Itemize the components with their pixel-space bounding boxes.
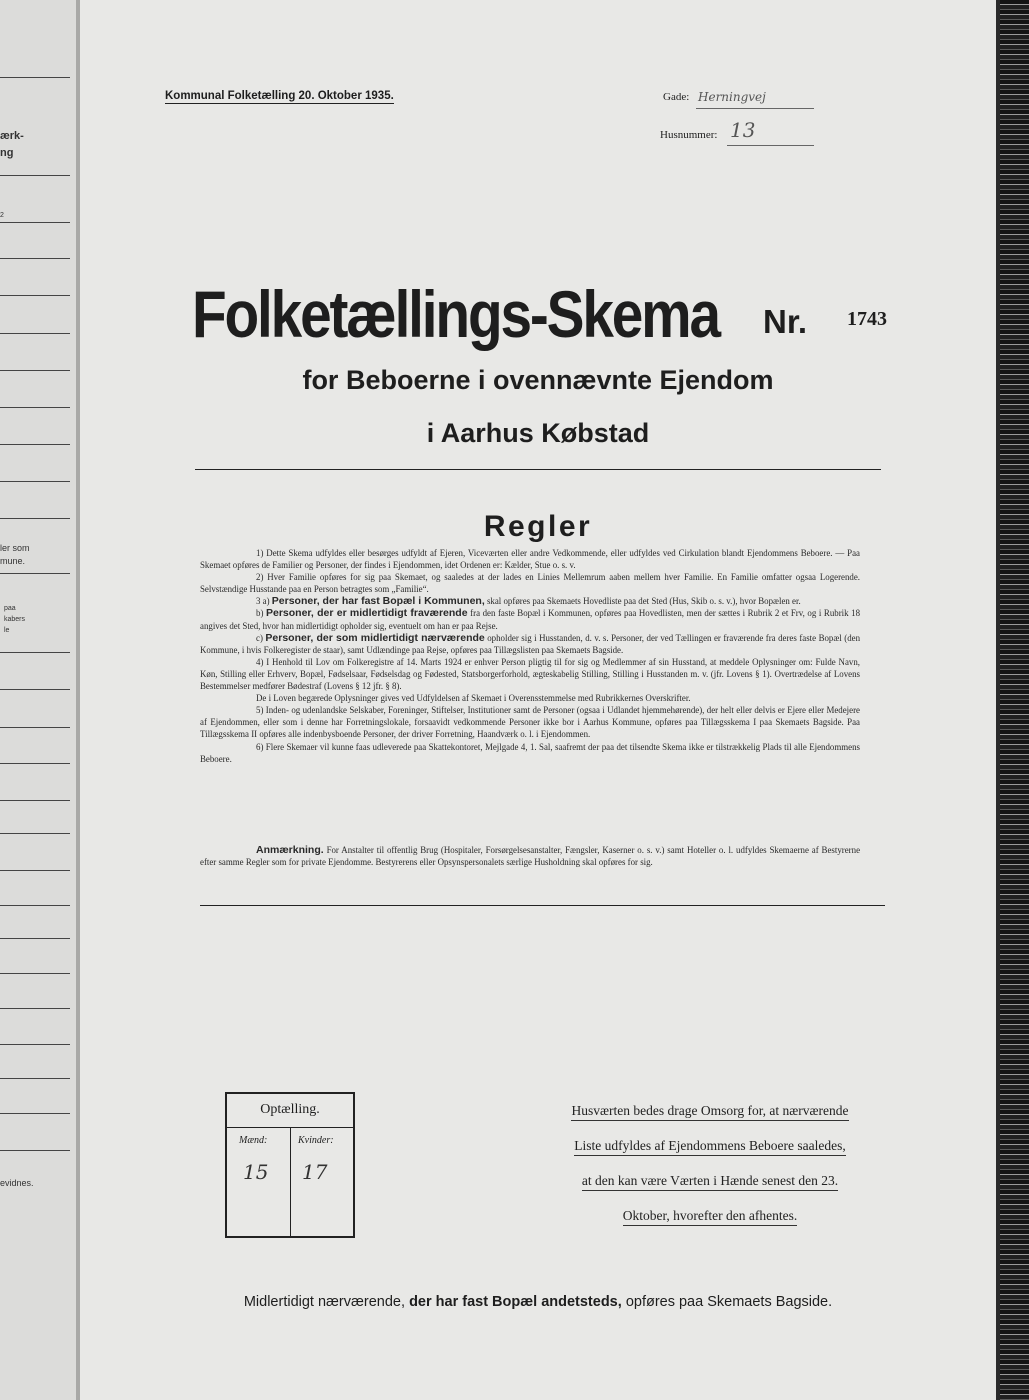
- footer-text-end: opføres paa Skemaets Bagside.: [625, 1294, 833, 1310]
- rule-4b: De i Loven begærede Oplysninger gives ved Udfyldelsen af Skemaet i Overensstemmelse med Rubrikkernes Overskrifter.: [256, 693, 691, 704]
- remark-heading: Anmærkning.: [256, 844, 324, 856]
- rule-4: 4) I Henhold til Lov om Folkeregistre af 14. Marts 1924 er enhver Person pligtig til for sig og Medlemmer af sin Husstand, at meddele Oplysninger om: Fulde Navn, Køn, Stilling eller Erhverv, Bopæl, Fødselsaar, Fødselsdag og Fødested, Statsborgerforhold, ægteskabelig Stilling, Stilling i Husstanden m. v. (jfr. Lovens § 1). Overtrædelse af Lovens Bestemmelser medfører Bødestraf (Lovens § 12 jfr. § 8).: [200, 656, 860, 692]
- rule-3c: [200, 632, 860, 656]
- men-label: Mænd:: [239, 1135, 268, 1146]
- fragment-rule: [0, 295, 70, 296]
- fragment-rule: [0, 573, 70, 574]
- rule-3b-prefix: b): [256, 608, 264, 619]
- rule-3a-prefix: 3 a): [256, 596, 270, 607]
- fragment-rule: [0, 833, 70, 834]
- house-number-underline: [727, 145, 814, 146]
- fragment-rule: [0, 77, 70, 78]
- fragment-rule: [0, 763, 70, 764]
- fragment-rule: [0, 905, 70, 906]
- notice-line: [520, 1198, 900, 1233]
- rule-3a-heading: Personer, der har fast Bopæl i Kommunen,: [271, 595, 485, 608]
- notice-line: [520, 1128, 900, 1163]
- rule-3b-heading: Personer, der er midlertidigt fraværende: [265, 607, 468, 620]
- rule-3a: [200, 595, 860, 607]
- fragment-rule: [0, 333, 70, 334]
- footer-instruction: [80, 1294, 996, 1310]
- rule-3a-text: skal opføres paa Skemaets Hovedliste paa det Sted (Hus, Skib o. s. v.), hvor Bopælen er.: [486, 596, 801, 607]
- women-label: Kvinder:: [298, 1135, 334, 1146]
- rule-2: 2) Hver Familie opføres for sig paa Skemaet, og saaledes at der lades en Linies Mellemrum aaben mellem hver Familie. En Familie omfatter ogsaa Logerende. Selvstændige Husstande paa en Person betragtes som „Familie“.: [200, 572, 860, 595]
- fragment-rule: [0, 1113, 70, 1114]
- rules-text: [200, 547, 860, 765]
- fragment-rule: [0, 800, 70, 801]
- fragment-text: kabers: [4, 616, 26, 623]
- fragment-rule: [0, 1008, 70, 1009]
- count-box-title: Optælling.: [260, 1102, 320, 1117]
- notice-line-3: at den kan være Værten i Hænde senest den 23.: [582, 1173, 838, 1191]
- fragment-text: ng: [0, 147, 14, 159]
- fragment-rule: [0, 518, 70, 519]
- fragment-text: ærk-: [0, 130, 24, 142]
- fragment-rule: [0, 870, 70, 871]
- rule-1: 1) Dette Skema udfyldes eller besørges udfyldt af Ejeren, Viceværten eller andre Vedkommende, eller udfyldes ved Cirkulation blandt Ejendommens Beboere. — Paa Skemaet opføres de Familier og Personer, der findes i Ejendommen, idet Ordenen er: Kælder, Stue o. s. v.: [200, 548, 860, 571]
- fragment-rule: [0, 222, 70, 223]
- fragment-rule: [0, 1044, 70, 1045]
- street-label: Gade:: [663, 91, 690, 103]
- census-title: Kommunal Folketælling 20. Oktober 1935.: [165, 90, 394, 102]
- form-number-label: Nr.: [763, 303, 808, 340]
- street-value: Herningvej: [698, 90, 766, 104]
- form-subtitle-location: i Aarhus Købstad: [426, 418, 650, 448]
- fragment-rule: [0, 689, 70, 690]
- fragment-rule: [0, 175, 70, 176]
- rule-3c-heading: Personer, der som midlertidigt nærværende: [265, 631, 485, 644]
- binding-edge: [996, 0, 1000, 1400]
- men-count: 15: [243, 1160, 269, 1184]
- notice-line-4: Oktober, hvorefter den afhentes.: [623, 1208, 798, 1226]
- footer-emphasis: der har fast Bopæl andetsteds,: [409, 1294, 622, 1310]
- count-box: [225, 1092, 355, 1238]
- form-title: Folketællings-Skema: [192, 277, 719, 351]
- fragment-rule: [0, 973, 70, 974]
- book-binding: [996, 0, 1029, 1400]
- fragment-rule: [0, 652, 70, 653]
- fragment-rule: [0, 938, 70, 939]
- fragment-text: paa: [4, 605, 16, 612]
- landlord-notice: [520, 1093, 900, 1233]
- fragment-rule: [0, 407, 70, 408]
- fragment-rule: [0, 444, 70, 445]
- fragment-text: mune.: [0, 556, 26, 566]
- form-subtitle: for Beboerne i ovennævnte Ejendom: [302, 365, 774, 395]
- rule-3c-prefix: c): [256, 632, 263, 643]
- fragment-text: le: [4, 627, 10, 634]
- fragment-text: evidnes.: [0, 1178, 34, 1188]
- notice-line: [520, 1093, 900, 1128]
- divider: [200, 905, 885, 906]
- form-number: 1743: [847, 308, 887, 330]
- footer-text: Midlertidigt nærværende,: [243, 1294, 406, 1310]
- rules-heading: Regler: [483, 510, 593, 543]
- count-box-divider: [290, 1127, 291, 1236]
- remark: [200, 844, 860, 868]
- fragment-rule: [0, 481, 70, 482]
- fragment-rule: [0, 1078, 70, 1079]
- divider: [195, 469, 881, 470]
- street-underline: [696, 108, 814, 109]
- fragment-rule: [0, 727, 70, 728]
- rule-3b-text: fra den faste Bopæl i Kommunen, opføres paa Hovedlisten, men der sættes i Rubrik 2 et Frv, og i Rubrik 18 angives det Sted, hvor han midlertidigt opholder sig, eventuelt om han er paa Rejse.: [200, 608, 861, 631]
- fragment-rule: [0, 1150, 70, 1151]
- census-form-page: [80, 0, 996, 1400]
- house-number-label: Husnummer:: [660, 129, 718, 141]
- previous-page-fragment: [0, 0, 76, 1400]
- fragment-text: ler som: [0, 543, 30, 553]
- notice-line-2: Liste udfyldes af Ejendommens Beboere saaledes,: [574, 1138, 845, 1156]
- fragment-rule: [0, 258, 70, 259]
- fragment-text: 2: [0, 212, 4, 219]
- notice-line: [520, 1163, 900, 1198]
- remark-text: For Anstalter til offentlig Brug (Hospitaler, Forsørgelsesanstalter, Fængsler, Kaserner o. s. v.) samt Hoteller o. l. udfyldes Skemaerne af Bestyrerne efter samme Regler som for private Ejendomme. Bestyrerens eller Opsynspersonalets særlige Husholdning skal opføres for sig.: [200, 845, 861, 868]
- women-count: 17: [302, 1160, 328, 1184]
- rule-3b: [200, 607, 860, 631]
- fragment-rule: [0, 370, 70, 371]
- rule-5: 5) Inden- og udenlandske Selskaber, Foreninger, Stiftelser, Institutioner samt de Personer (ogsaa i Udlandet hjemmehørende), der helt eller delvis er Ejere eller Medejere af Ejendommen, eller som i denne har Forretningslokale, forsaavidt vedkommende Personer ikke bor i Aarhus Kommune, opføres paa Tillægsskema I paa Skemaets Bagside. Paa Tillægsskema II opføres alle indenbysboende Personer, der driver Forretning, Haandværk o. l. i Ejendommen.: [200, 705, 860, 740]
- house-number-value: 13: [730, 118, 756, 142]
- rule-3c-text: opholder sig i Husstanden, d. v. s. Personer, der ved Tællingen er fraværende fra deres faste Bopæl (den Kommune, i hvis Folkeregister de staar), samt Udlændinge paa Rejse, opføres paa Tillægslisten paa Skemaets Bagside.: [200, 632, 861, 655]
- rule-6: 6) Flere Skemaer vil kunne faas udleverede paa Skattekontoret, Mejlgade 4, 1. Sal, saafremt der paa det tilsendte Skema ikke er tilstrækkelig Plads til alle Ejendommens Beboere.: [200, 741, 860, 764]
- notice-line-1: Husværten bedes drage Omsorg for, at nærværende: [571, 1103, 848, 1121]
